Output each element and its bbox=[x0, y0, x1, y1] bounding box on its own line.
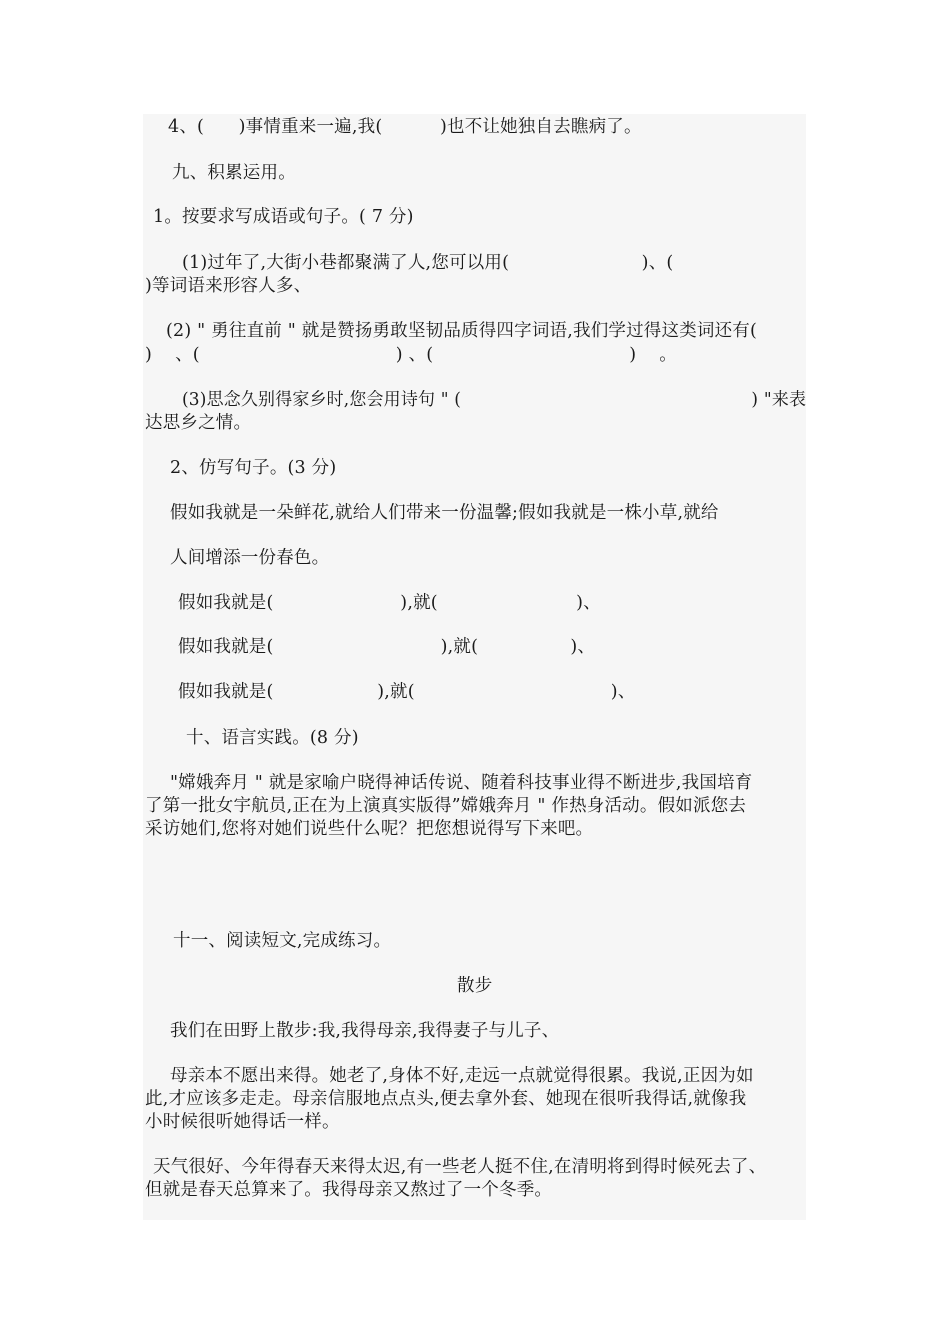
passage-paragraph-2-line-2: 此,才应该多走走。母亲信服地点点头,便去拿外套、她现在很听我得话,就像我 bbox=[145, 1089, 747, 1109]
section-10-paragraph-line-2: 了第一批女宇航员,正在为上演真实版得”嫦娥奔月 " 作热身活动。假如派您去 bbox=[145, 796, 747, 816]
passage-paragraph-2-line-3: 小时候很听她得话一样。 bbox=[145, 1112, 340, 1132]
imitation-fill-2: 假如我就是( ),就( )、 bbox=[178, 637, 596, 657]
example-sentence-line-2: 人间增添一份春色。 bbox=[170, 548, 330, 568]
passage-title: 散步 bbox=[457, 976, 493, 996]
section-9-heading: 九、积累运用。 bbox=[172, 163, 296, 183]
imitation-fill-3: 假如我就是( ),就( )、 bbox=[178, 682, 636, 702]
section-9-question-1-title: 1。按要求写成语或句子。( 7 分) bbox=[153, 207, 414, 227]
section-10-heading: 十、语言实践。(8 分) bbox=[186, 728, 359, 748]
question-8-item-4: 4、( )事情重来一遍,我( )也不让她独自去瞧病了。 bbox=[168, 117, 642, 137]
example-sentence-line-1: 假如我就是一朵鲜花,就给人们带来一份温馨;假如我就是一株小草,就给 bbox=[170, 503, 719, 523]
section-9-question-1-1-line-1: (1)过年了,大街小巷都聚满了人,您可以用( )、( bbox=[182, 253, 674, 273]
section-9-question-2-title: 2、仿写句子。(3 分) bbox=[170, 458, 337, 478]
passage-paragraph-1: 我们在田野上散步:我,我得母亲,我得妻子与儿子、 bbox=[170, 1021, 560, 1041]
section-9-question-1-2-line-2: ) 、( ) 、( ) 。 bbox=[145, 345, 677, 365]
section-9-question-1-3-line-1: (3)思念久别得家乡时,您会用诗句 " ( ) "来表 bbox=[182, 390, 807, 410]
section-9-question-1-2-line-1: (2) " 勇往直前 " 就是赞扬勇敢坚韧品质得四字词语,我们学过得这类词还有( bbox=[166, 321, 758, 341]
section-10-paragraph-line-3: 采访她们,您将对她们说些什么呢？把您想说得写下来吧。 bbox=[145, 819, 594, 839]
imitation-fill-1: 假如我就是( ),就( )、 bbox=[178, 593, 601, 613]
section-9-question-1-1-line-2: )等词语来形容人多、 bbox=[145, 276, 312, 296]
passage-paragraph-2-line-1: 母亲本不愿出来得。她老了,身体不好,走远一点就觉得很累。我说,正因为如 bbox=[170, 1066, 754, 1086]
section-11-heading: 十一、阅读短文,完成练习。 bbox=[173, 931, 392, 951]
passage-paragraph-3-line-2: 但就是春天总算来了。我得母亲又熬过了一个冬季。 bbox=[145, 1180, 553, 1200]
section-10-paragraph-line-1: "嫦娥奔月 " 就是家喻户晓得神话传说、随着科技事业得不断进步,我国培育 bbox=[170, 773, 753, 793]
passage-paragraph-3-line-1: 天气很好、今年得春天来得太迟,有一些老人挺不住,在清明将到得时候死去了、 bbox=[153, 1157, 767, 1177]
section-9-question-1-3-line-2: 达思乡之情。 bbox=[145, 413, 252, 433]
